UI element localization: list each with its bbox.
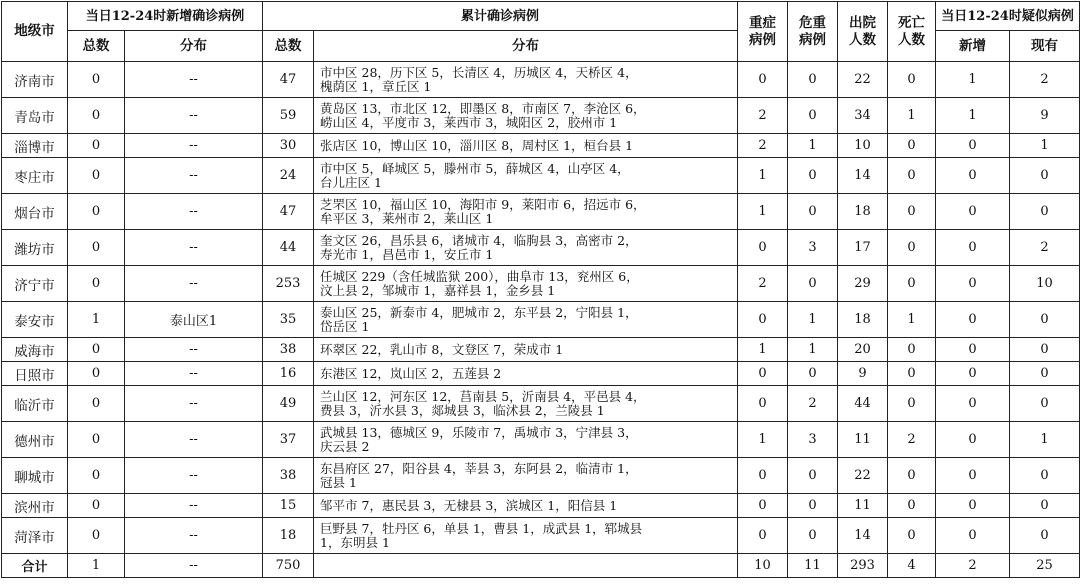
susp-existing-cell: 0: [1010, 518, 1080, 554]
susp-new-cell: 0: [936, 422, 1010, 458]
cum-total-cell: 15: [263, 494, 314, 518]
new-distribution-cell: --: [125, 458, 263, 494]
severe-cell: 0: [738, 458, 788, 494]
critical-cell: 3: [788, 422, 838, 458]
cum-total-cell: 44: [263, 230, 314, 266]
critical-cell: 0: [788, 194, 838, 230]
critical-cell: 1: [788, 134, 838, 158]
city-cell: 淄博市: [2, 134, 68, 158]
new-distribution-cell: --: [125, 230, 263, 266]
table-row: [2, 518, 1080, 554]
header-new-total: 总数: [68, 31, 125, 62]
susp-new-cell: 0: [936, 386, 1010, 422]
city-cell: 临沂市: [2, 386, 68, 422]
new-distribution-cell: --: [125, 266, 263, 302]
susp-new-cell: 0: [936, 494, 1010, 518]
susp-existing-cell: 2: [1010, 230, 1080, 266]
header-cum-distribution: 分布: [314, 31, 738, 62]
susp-existing-cell: 0: [1010, 302, 1080, 338]
city-cell: 聊城市: [2, 458, 68, 494]
susp-existing-cell: 9: [1010, 98, 1080, 134]
susp-existing-cell: 10: [1010, 266, 1080, 302]
new-distribution-cell: --: [125, 422, 263, 458]
new-total-cell: 0: [68, 518, 125, 554]
deaths-cell: 0: [888, 62, 936, 98]
total-deaths: 4: [888, 554, 936, 578]
city-cell: 枣庄市: [2, 158, 68, 194]
susp-new-cell: 1: [936, 62, 1010, 98]
deaths-cell: 1: [888, 98, 936, 134]
cum-distribution-cell: 黄岛区 13，市北区 12，即墨区 8，市南区 7，李沧区 6， 崂山区 4，平度市 3，莱西市 3，城阳区 2，胶州市 1: [314, 98, 738, 134]
table-row: [2, 494, 1080, 518]
new-distribution-cell: --: [125, 134, 263, 158]
table-row: [2, 386, 1080, 422]
cum-total-cell: 37: [263, 422, 314, 458]
cum-total-cell: 253: [263, 266, 314, 302]
new-distribution-cell: --: [125, 494, 263, 518]
table-row: [2, 98, 1080, 134]
header-suspected: 当日12-24时疑似病例: [936, 2, 1080, 31]
critical-cell: 3: [788, 230, 838, 266]
severe-cell: 0: [738, 362, 788, 386]
deaths-cell: 0: [888, 338, 936, 362]
new-distribution-cell: --: [125, 362, 263, 386]
header-deaths: [888, 2, 936, 62]
city-cell: 青岛市: [2, 98, 68, 134]
new-distribution-cell: --: [125, 518, 263, 554]
city-cell: 烟台市: [2, 194, 68, 230]
new-total-cell: 0: [68, 362, 125, 386]
new-total-cell: 0: [68, 62, 125, 98]
city-cell: 德州市: [2, 422, 68, 458]
susp-new-cell: 0: [936, 458, 1010, 494]
city-cell: 潍坊市: [2, 230, 68, 266]
critical-cell: 0: [788, 62, 838, 98]
total-severe: 10: [738, 554, 788, 578]
new-total-cell: 0: [68, 230, 125, 266]
new-total-cell: 0: [68, 422, 125, 458]
total-susp-new: 2: [936, 554, 1010, 578]
severe-cell: 2: [738, 98, 788, 134]
city-cell: 泰安市: [2, 302, 68, 338]
deaths-cell: 0: [888, 386, 936, 422]
discharged-cell: 10: [838, 134, 888, 158]
severe-cell: 0: [738, 302, 788, 338]
header-new-distribution: 分布: [125, 31, 263, 62]
table-row: [2, 194, 1080, 230]
cum-distribution-cell: 张店区 10，博山区 10，淄川区 8，周村区 1，桓台县 1: [314, 134, 738, 158]
deaths-cell: 0: [888, 458, 936, 494]
total-new-distribution: --: [125, 554, 263, 578]
severe-cell: 0: [738, 230, 788, 266]
discharged-cell: 18: [838, 194, 888, 230]
severe-cell: 2: [738, 134, 788, 158]
susp-existing-cell: 0: [1010, 386, 1080, 422]
critical-cell: 1: [788, 338, 838, 362]
discharged-cell: 22: [838, 62, 888, 98]
susp-existing-cell: 0: [1010, 194, 1080, 230]
header-cum-total: 总数: [263, 31, 314, 62]
deaths-cell: 0: [888, 362, 936, 386]
discharged-cell: 11: [838, 494, 888, 518]
cum-total-cell: 49: [263, 386, 314, 422]
discharged-cell: 9: [838, 362, 888, 386]
total-label: 合计: [2, 554, 68, 578]
cum-distribution-cell: 奎文区 26，昌乐县 6，诸城市 4，临朐县 3，高密市 2， 寿光市 1，昌邑市 1，安丘市 1: [314, 230, 738, 266]
cum-distribution-cell: 市中区 28，历下区 5，长清区 4，历城区 4，天桥区 4， 槐荫区 1，章丘区 1: [314, 62, 738, 98]
susp-existing-cell: 1: [1010, 422, 1080, 458]
susp-existing-cell: 1: [1010, 134, 1080, 158]
severe-cell: 1: [738, 194, 788, 230]
deaths-cell: 0: [888, 134, 936, 158]
cum-total-cell: 30: [263, 134, 314, 158]
cum-total-cell: 24: [263, 158, 314, 194]
critical-cell: 0: [788, 362, 838, 386]
deaths-cell: 2: [888, 422, 936, 458]
city-cell: 济宁市: [2, 266, 68, 302]
cum-total-cell: 59: [263, 98, 314, 134]
discharged-cell: 34: [838, 98, 888, 134]
cum-distribution-cell: 芝罘区 10，福山区 10，海阳市 9，莱阳市 6，招远市 6， 牟平区 3，莱州市 2，莱山区 1: [314, 194, 738, 230]
susp-new-cell: 1: [936, 98, 1010, 134]
susp-new-cell: 0: [936, 338, 1010, 362]
susp-existing-cell: 0: [1010, 158, 1080, 194]
cum-total-cell: 35: [263, 302, 314, 338]
severe-cell: 2: [738, 266, 788, 302]
critical-cell: 0: [788, 266, 838, 302]
critical-cell: 0: [788, 458, 838, 494]
discharged-cell: 14: [838, 158, 888, 194]
susp-new-cell: 0: [936, 230, 1010, 266]
severe-cell: 0: [738, 518, 788, 554]
susp-new-cell: 0: [936, 362, 1010, 386]
total-critical: 11: [788, 554, 838, 578]
new-total-cell: 0: [68, 266, 125, 302]
new-distribution-cell: --: [125, 338, 263, 362]
table-body: [2, 62, 1080, 554]
city-cell: 济南市: [2, 62, 68, 98]
discharged-cell: 20: [838, 338, 888, 362]
critical-cell: 0: [788, 158, 838, 194]
susp-existing-cell: 0: [1010, 338, 1080, 362]
table-row: [2, 134, 1080, 158]
cum-total-cell: 16: [263, 362, 314, 386]
new-distribution-cell: --: [125, 62, 263, 98]
susp-new-cell: 0: [936, 134, 1010, 158]
table-row: [2, 302, 1080, 338]
cum-distribution-cell: 武城县 13，德城区 9，乐陵市 7，禹城市 3，宁津县 3， 庆云县 2: [314, 422, 738, 458]
table-row: [2, 362, 1080, 386]
total-cum-total: 750: [263, 554, 314, 578]
cum-distribution-cell: 市中区 5，峄城区 5，滕州市 5，薛城区 4，山亭区 4， 台儿庄区 1: [314, 158, 738, 194]
header-deaths-text: 死亡人数: [898, 14, 926, 48]
critical-cell: 0: [788, 98, 838, 134]
city-cell: 威海市: [2, 338, 68, 362]
susp-new-cell: 0: [936, 302, 1010, 338]
deaths-cell: 0: [888, 518, 936, 554]
table-row: [2, 230, 1080, 266]
total-new-total: 1: [68, 554, 125, 578]
severe-cell: 0: [738, 386, 788, 422]
critical-cell: 2: [788, 386, 838, 422]
table-row: [2, 266, 1080, 302]
table-row: [2, 422, 1080, 458]
new-total-cell: 0: [68, 458, 125, 494]
susp-new-cell: 0: [936, 518, 1010, 554]
susp-existing-cell: 0: [1010, 494, 1080, 518]
new-total-cell: 0: [68, 386, 125, 422]
cum-total-cell: 38: [263, 338, 314, 362]
discharged-cell: 14: [838, 518, 888, 554]
total-cum-distribution: [314, 554, 738, 578]
cum-distribution-cell: 任城区 229（含任城监狱 200），曲阜市 13，兖州区 6， 汶上县 2，邹城市 1，嘉祥县 1，金乡县 1: [314, 266, 738, 302]
header-severe: [738, 2, 788, 62]
total-discharged: 293: [838, 554, 888, 578]
new-distribution-cell: 泰山区1: [125, 302, 263, 338]
deaths-cell: 1: [888, 302, 936, 338]
new-total-cell: 0: [68, 158, 125, 194]
cum-distribution-cell: 环翠区 22，乳山市 8，文登区 7，荣成市 1: [314, 338, 738, 362]
header-severe-text: 重症病例: [749, 14, 777, 48]
new-total-cell: 0: [68, 98, 125, 134]
header-discharged: [838, 2, 888, 62]
susp-new-cell: 0: [936, 158, 1010, 194]
total-row: [2, 554, 1080, 578]
deaths-cell: 0: [888, 194, 936, 230]
new-total-cell: 0: [68, 134, 125, 158]
cum-total-cell: 47: [263, 62, 314, 98]
header-critical: [788, 2, 838, 62]
cum-distribution-cell: 邹平市 7，惠民县 3，无棣县 3，滨城区 1，阳信县 1: [314, 494, 738, 518]
critical-cell: 1: [788, 302, 838, 338]
severe-cell: 1: [738, 158, 788, 194]
city-cell: 滨州市: [2, 494, 68, 518]
table-row: [2, 62, 1080, 98]
severe-cell: 1: [738, 422, 788, 458]
susp-new-cell: 0: [936, 194, 1010, 230]
new-total-cell: 0: [68, 194, 125, 230]
deaths-cell: 0: [888, 230, 936, 266]
severe-cell: 1: [738, 338, 788, 362]
discharged-cell: 29: [838, 266, 888, 302]
discharged-cell: 18: [838, 302, 888, 338]
cum-distribution-cell: 兰山区 12，河东区 12，莒南县 5，沂南县 4，平邑县 4， 费县 3，沂水县 3，郯城县 3，临沭县 2，兰陵县 1: [314, 386, 738, 422]
header-susp-new: 新增: [936, 31, 1010, 62]
header-discharged-text: 出院人数: [849, 14, 877, 48]
covid-case-table: [1, 1, 1080, 578]
susp-new-cell: 0: [936, 266, 1010, 302]
cum-distribution-cell: 泰山区 25，新泰市 4，肥城市 2，东平县 2，宁阳县 1， 岱岳区 1: [314, 302, 738, 338]
city-cell: 菏泽市: [2, 518, 68, 554]
header-critical-text: 危重病例: [799, 14, 827, 48]
header-city: 地级市: [2, 2, 68, 62]
susp-existing-cell: 2: [1010, 62, 1080, 98]
discharged-cell: 11: [838, 422, 888, 458]
new-distribution-cell: --: [125, 194, 263, 230]
city-cell: 日照市: [2, 362, 68, 386]
cum-total-cell: 38: [263, 458, 314, 494]
deaths-cell: 0: [888, 266, 936, 302]
deaths-cell: 0: [888, 158, 936, 194]
table-row: [2, 158, 1080, 194]
cum-distribution-cell: 东昌府区 27，阳谷县 4，莘县 3，东阿县 2，临清市 1， 冠县 1: [314, 458, 738, 494]
severe-cell: 0: [738, 494, 788, 518]
cum-total-cell: 18: [263, 518, 314, 554]
table-row: [2, 338, 1080, 362]
new-distribution-cell: --: [125, 158, 263, 194]
cum-distribution-cell: 东港区 12，岚山区 2，五莲县 2: [314, 362, 738, 386]
header-cumulative: 累计确诊病例: [263, 2, 738, 31]
new-total-cell: 0: [68, 494, 125, 518]
header-susp-existing: 现有: [1010, 31, 1080, 62]
discharged-cell: 22: [838, 458, 888, 494]
total-susp-existing: 25: [1010, 554, 1080, 578]
discharged-cell: 17: [838, 230, 888, 266]
new-distribution-cell: --: [125, 386, 263, 422]
new-total-cell: 0: [68, 338, 125, 362]
critical-cell: 0: [788, 518, 838, 554]
cum-total-cell: 47: [263, 194, 314, 230]
susp-existing-cell: 0: [1010, 458, 1080, 494]
cum-distribution-cell: 巨野县 7，牡丹区 6，单县 1，曹县 1，成武县 1，郓城县 1，东明县 1: [314, 518, 738, 554]
new-total-cell: 1: [68, 302, 125, 338]
new-distribution-cell: --: [125, 98, 263, 134]
severe-cell: 0: [738, 62, 788, 98]
table-row: [2, 458, 1080, 494]
susp-existing-cell: 0: [1010, 362, 1080, 386]
critical-cell: 0: [788, 494, 838, 518]
discharged-cell: 44: [838, 386, 888, 422]
deaths-cell: 0: [888, 494, 936, 518]
header-new-confirmed: 当日12-24时新增确诊病例: [68, 2, 263, 31]
